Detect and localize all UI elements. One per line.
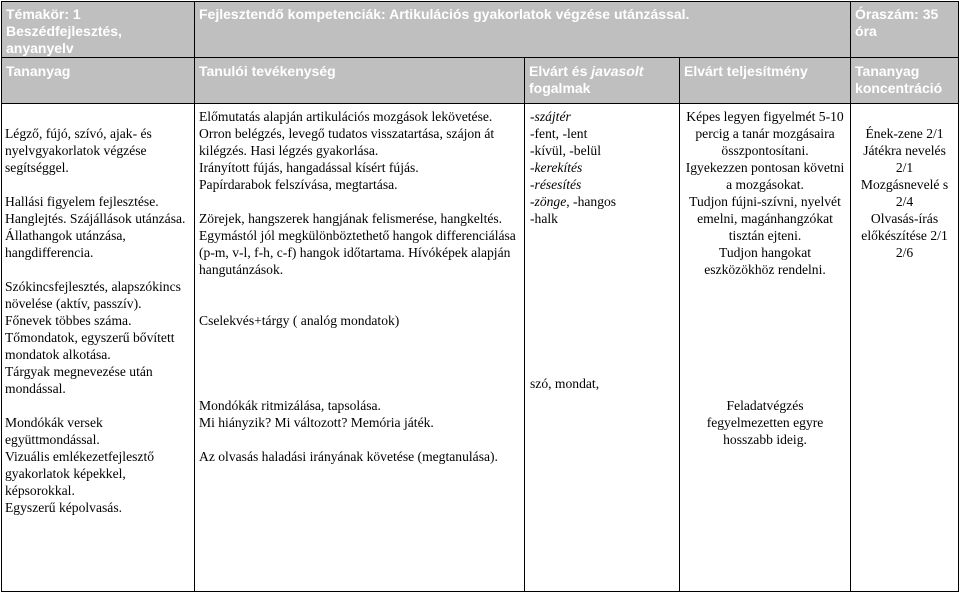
topic-cell: Témakör: 1 Beszédfejlesztés, anyanyelv [2,2,195,58]
col-header-tevekenyseg: Tanulói tevékenység [195,58,525,104]
list-item: Állathangok utánzása, hangdifferencia. [5,228,126,260]
column-header-row [2,58,959,104]
list-item: Képes legyen figyelmét 5-10 percig a tanár mozgásaira összpontosítani. [686,109,844,158]
term-item: -zönge, -hangos [530,194,617,209]
list-item: Hallási figyelem fejlesztése. Hanglejtés. Szájállások utánzása. [5,194,186,226]
hours-cell: Óraszám: 35 óra [851,2,959,58]
curriculum-table [1,1,959,592]
term-item: -fent, -lent [530,126,588,141]
fogalmak-cell [525,104,680,592]
teljesitmeny-cell [680,104,851,592]
list-item: Mondókák versek együttmondással. [5,415,103,447]
list-item: Tudjon fújni-szívni, nyelvét emelni, magánhangzókat tisztán ejteni. [689,194,841,243]
list-item: Mi hiányzik? Mi változott? Memória játék. [199,415,434,430]
list-item: Játékra nevelés 2/1 [863,143,946,175]
term-item: -résesítés [530,177,582,192]
list-item: Zörejek, hangszerek hangjának felismerése, hangkeltés. [199,211,503,226]
list-item: Mozgásnevelé s 2/4 [860,177,949,209]
list-item: Tudjon hangokat eszközökhöz rendelni. [704,245,826,277]
list-item: Szókincsfejlesztés, alapszókincs növelése (aktív, passzív). Főnevek többes száma. [5,279,181,328]
list-item: Feladatvégzés fegyelmezetten egyre hosszabb ideig. [706,398,824,447]
col-header-koncentracio: Tananyag koncentráció [851,58,959,104]
list-item: Olvasás-írás előkészítése 2/1 2/6 [861,211,948,260]
col-header-fogalmak: Elvárt és javasolt fogalmak [525,58,680,104]
col-header-teljesitmeny: Elvárt teljesítmény [680,58,851,104]
list-item: Egymástól jól megkülönböztethető hangok differenciálása (p-m, v-l, f-h, c-f) hangok időtartama. Hívóképek alapján hangutánzások. [199,228,516,277]
competence-cell: Fejlesztendő kompetenciák: Artikulációs gyakorlatok végzése utánzással. [195,2,851,58]
list-item: Az olvasás haladási irányának követése (megtanulása). [199,449,498,464]
list-item: Tőmondatok, egyszerű bővített mondatok alkotása. [5,330,175,362]
tananyag-cell [2,104,195,592]
content-row [2,104,959,592]
list-item: Cselekvés+tárgy ( analóg mondatok) [199,313,400,328]
koncentracio-cell [851,104,959,592]
list-item: Irányított fújás, hangadással kísért fújás. [199,160,419,175]
col-header-tananyag: Tananyag [2,58,195,104]
list-item: Papírdarabok felszívása, megtartása. [199,177,398,192]
list-item: Egyszerű képolvasás. [5,500,123,515]
list-item: Igyekezzen pontosan követni a mozgásokat. [685,160,845,192]
list-item: Mondókák ritmizálása, tapsolása. [199,398,381,413]
list-item: Tárgyak megnevezése után mondással. [5,364,153,396]
term-item: -szájtér [530,109,571,124]
list-item: Vizuális emlékezetfejlesztő gyakorlatok képekkel, képsorokkal. [5,449,155,498]
list-item: Légző, fújó, szívó, ajak- és nyelvgyakorlatok végzése segítséggel. [5,126,152,175]
term-item: -kerekítés [530,160,583,175]
list-item: Előmutatás alapján artikulációs mozgások lekövetése. Orron belégzés, levegő tudatos visszatartása, szájon át kilégzés. Hasi légzés gyakorlása. [199,109,495,158]
list-item: Ének-zene 2/1 [865,126,944,141]
term-item: szó, mondat, [530,376,600,391]
term-item: -kívül, -belül [530,143,601,158]
tevekenyseg-cell [195,104,525,592]
term-item: -halk [530,211,558,226]
topic-header-row [2,2,959,58]
